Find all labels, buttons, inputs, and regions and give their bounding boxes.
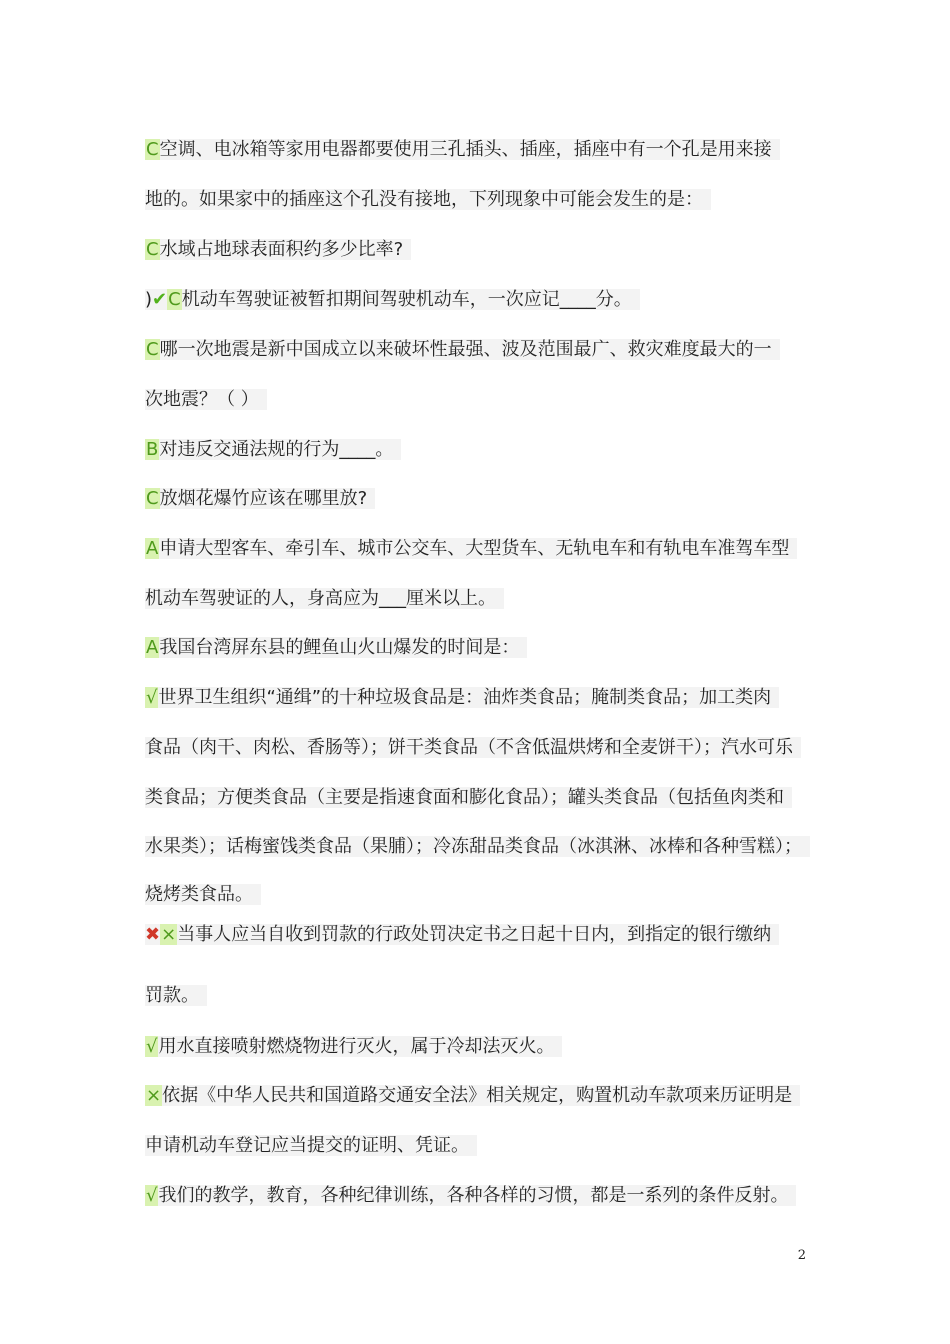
answer-label: A	[146, 637, 159, 658]
text-line	[145, 981, 207, 1011]
text-line	[145, 285, 640, 315]
text-line	[145, 335, 780, 365]
question-text: 当事人应当自收到罚款的行政处罚决定书之日起十日内，到指定的银行缴纳	[177, 924, 772, 945]
answer-label: ×	[146, 1085, 162, 1106]
question-text: 次地震？（ ）	[145, 389, 259, 410]
question-text: 依据《中华人民共和国道路交通安全法》相关规定，购置机动车款项来历证明是	[162, 1085, 793, 1106]
text-line	[145, 435, 401, 465]
question-text: 放烟花爆竹应该在哪里放?	[159, 488, 368, 509]
question-text: 申请大型客车、牵引车、城市公交车、大型货车、无轨电车和有轨电车准驾车型	[159, 538, 790, 559]
text-line	[145, 1181, 796, 1211]
question-text: 食品（肉干、肉松、香肠等）；饼干类食品（不含低温烘烤和全麦饼干）；汽水可乐	[145, 737, 793, 758]
answer-label: C	[168, 289, 181, 310]
answer-label: ×	[161, 924, 177, 945]
question-text: 罚款。	[145, 985, 199, 1006]
question-text: 哪一次地震是新中国成立以来破坏性最强、波及范围最广、救灾难度最大的一	[159, 339, 772, 360]
question-text: 空调、电冰箱等家用电器都要使用三孔插头、插座，插座中有一个孔是用来接	[159, 139, 772, 160]
text-line	[145, 385, 267, 415]
question-text: 类食品；方便类食品（主要是指速食面和膨化食品）；罐头类食品（包括鱼肉类和	[145, 787, 784, 808]
text-line	[145, 534, 797, 564]
text-line	[145, 633, 527, 663]
text-line	[145, 1032, 562, 1062]
answer-label: √	[146, 1036, 158, 1057]
text-line	[145, 683, 779, 713]
answer-label: C	[146, 488, 159, 509]
text-line	[145, 880, 261, 910]
question-text: 机动车驾驶证被暂扣期间驾驶机动车，一次应记____分。	[181, 289, 632, 310]
text-line	[145, 135, 780, 165]
question-text: 地的。如果家中的插座这个孔没有接地，下列现象中可能会发生的是：	[145, 189, 703, 210]
green-check-icon: ✔	[152, 289, 168, 310]
text-line	[145, 235, 411, 265]
answer-label: B	[146, 439, 159, 460]
question-text: 机动车驾驶证的人，身高应为___厘米以上。	[145, 588, 496, 609]
page-number: 2	[797, 1248, 806, 1263]
text-line	[145, 484, 375, 514]
text-line	[145, 1081, 800, 1111]
question-text: 对违反交通法规的行为____。	[159, 439, 394, 460]
text-line	[145, 920, 779, 950]
answer-label: A	[146, 538, 159, 559]
red-cross-icon: ✖	[145, 924, 161, 945]
text-line	[145, 832, 810, 862]
question-text: 世界卫生组织“通缉”的十种垃圾食品是：油炸类食品；腌制类食品；加工类肉	[158, 687, 772, 708]
stray-paren: )	[145, 289, 153, 310]
answer-label: √	[146, 1185, 158, 1206]
question-text: 申请机动车登记应当提交的证明、凭证。	[145, 1135, 469, 1156]
answer-label: C	[146, 239, 159, 260]
question-text: 我们的教学，教育，各种纪律训练，各种各样的习惯，都是一系列的条件反射。	[158, 1185, 789, 1206]
question-text: 水果类）；话梅蜜饯类食品（果脯）；冷冻甜品类食品（冰淇淋、冰棒和各种雪糕）；	[145, 836, 802, 857]
question-text: 水域占地球表面积约多少比率?	[159, 239, 404, 260]
answer-label: C	[146, 339, 159, 360]
text-line	[145, 733, 801, 763]
text-line	[145, 1131, 477, 1161]
question-text: 烧烤类食品。	[145, 884, 253, 905]
question-text: 我国台湾屏东县的鲤鱼山火山爆发的时间是：	[159, 637, 520, 658]
answer-label: √	[146, 687, 158, 708]
text-line	[145, 185, 711, 215]
text-line	[145, 584, 504, 614]
answer-label: C	[146, 139, 159, 160]
question-text: 用水直接喷射燃烧物进行灭火，属于冷却法灭火。	[158, 1036, 555, 1057]
text-line	[145, 783, 792, 813]
